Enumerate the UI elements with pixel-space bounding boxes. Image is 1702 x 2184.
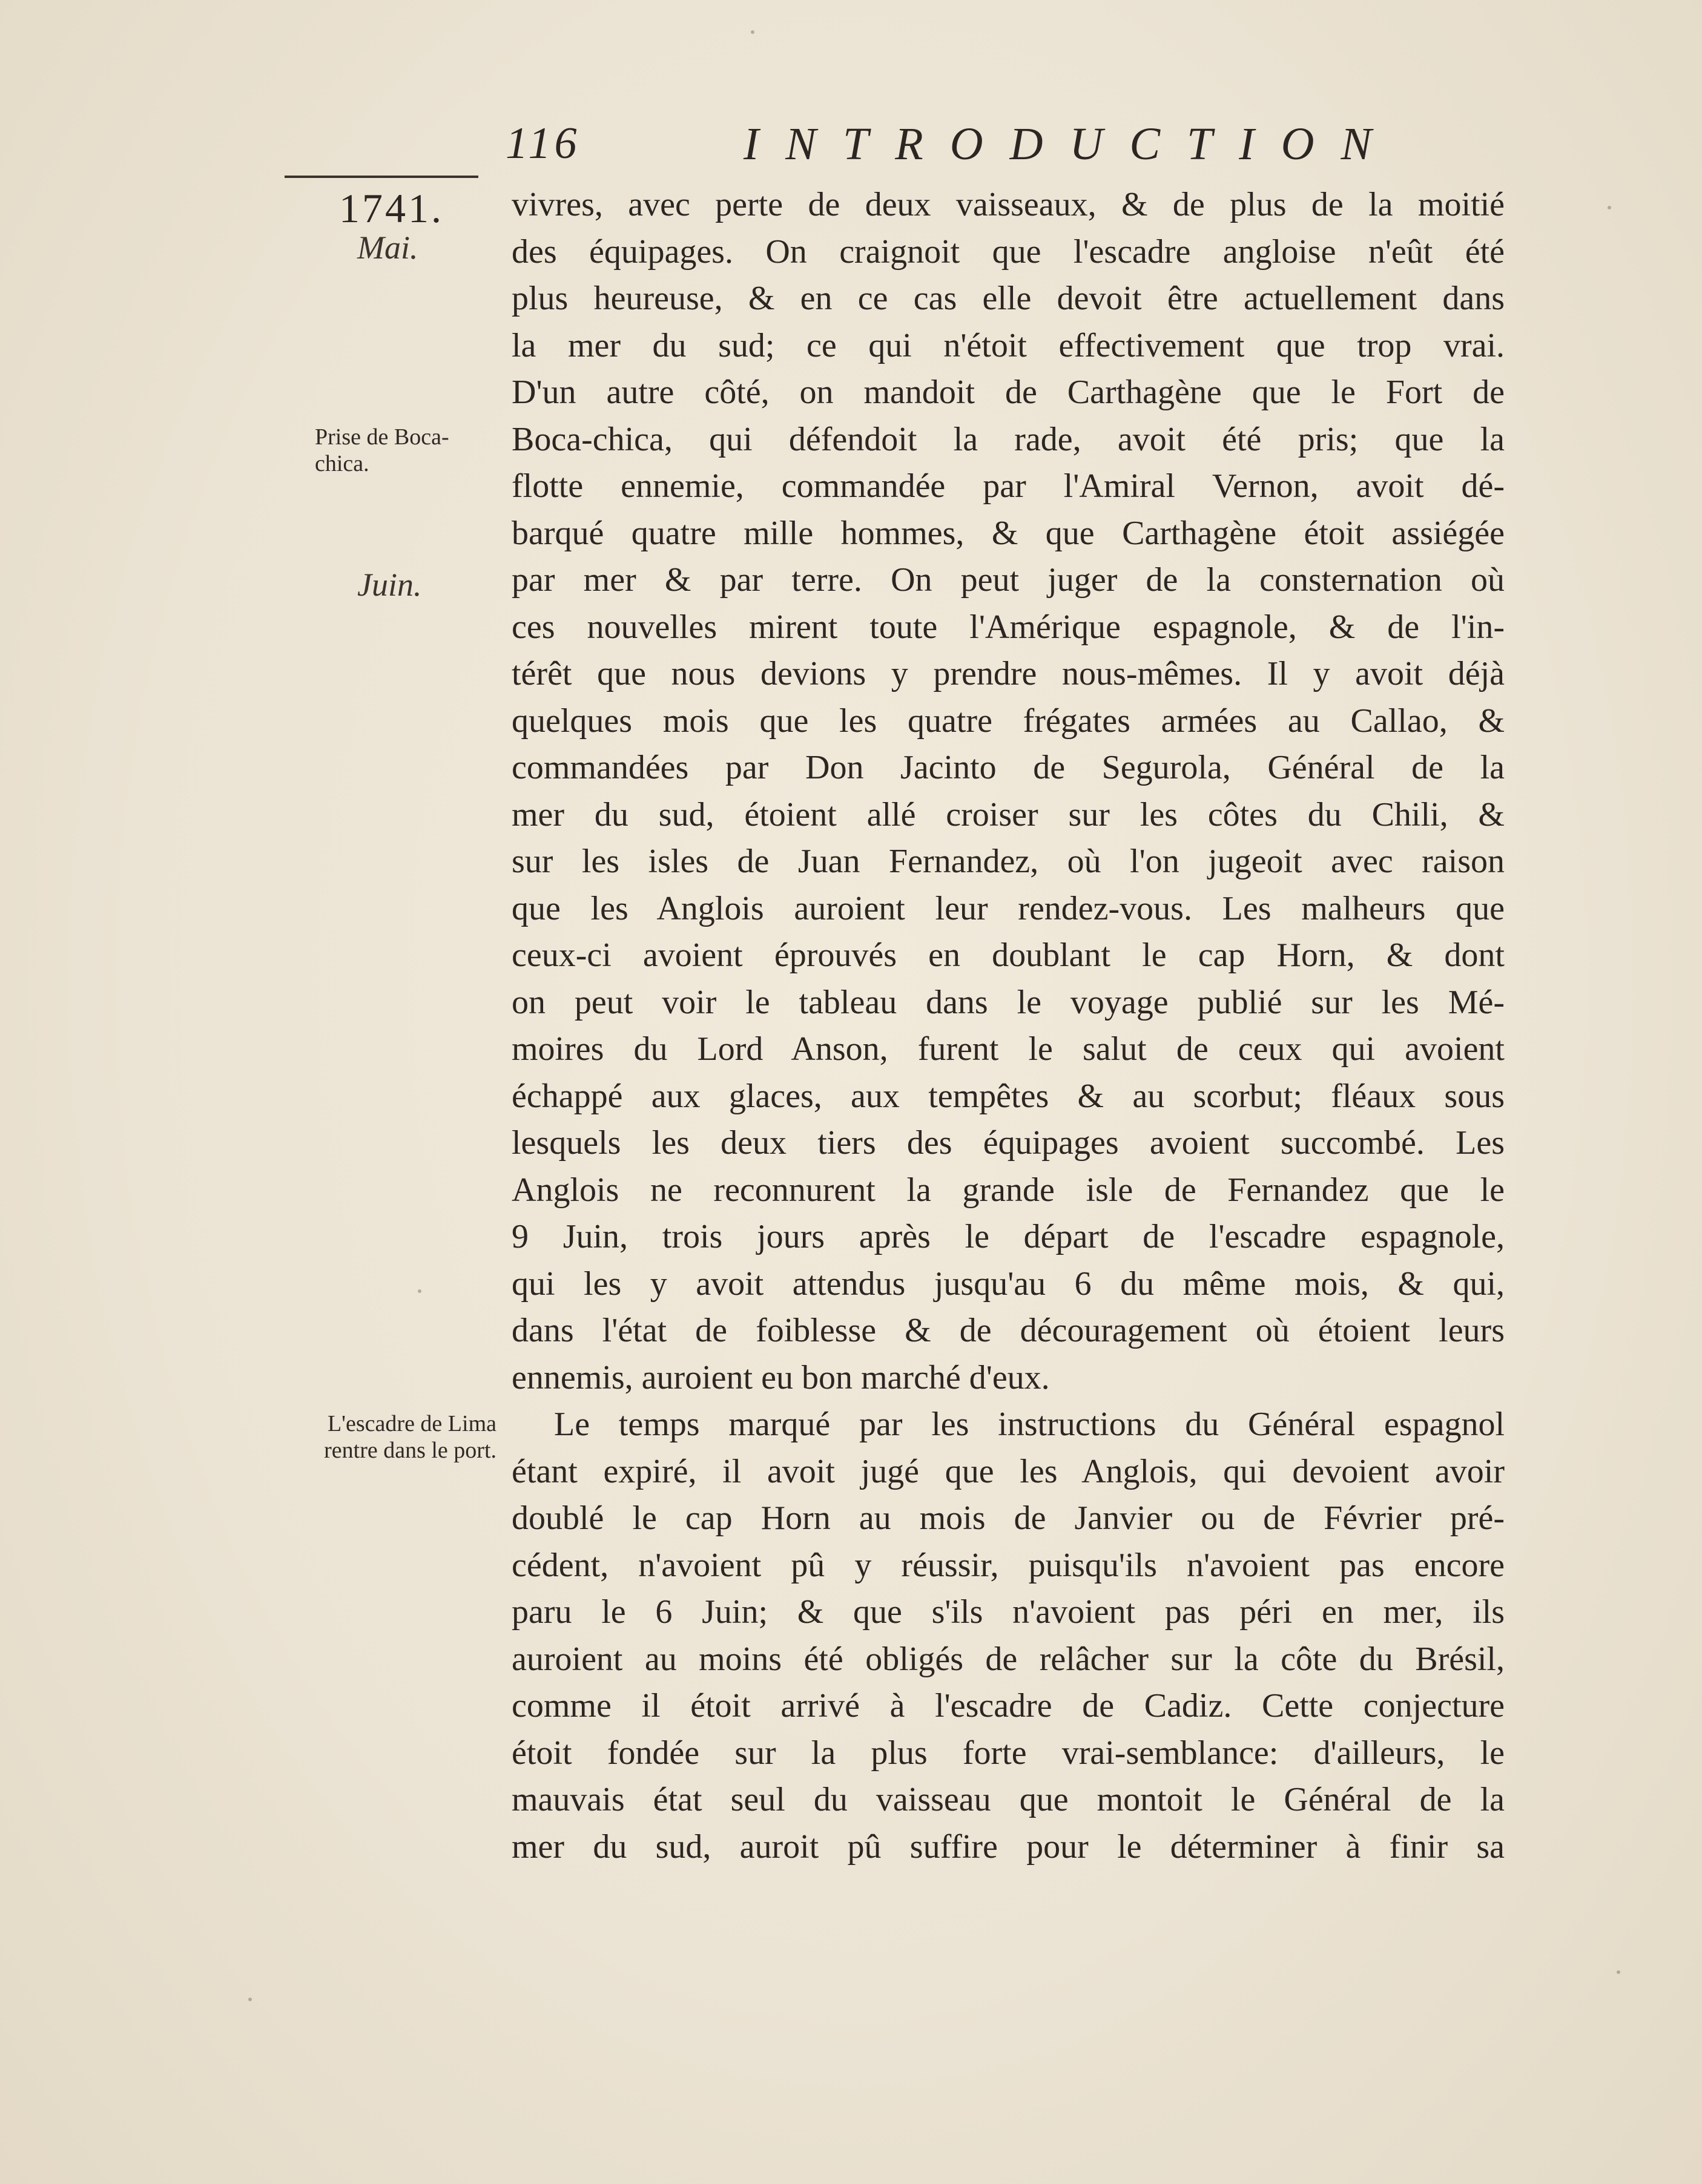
text-line: mer du sud, auroit pû suffire pour le déterminer à finir sa [512, 1827, 1505, 1866]
text-line: la mer du sud; ce qui n'étoit effectivement que trop vrai. [512, 326, 1505, 364]
text-line: D'un autre côté, on mandoit de Carthagène que le Fort de [512, 373, 1505, 411]
text-line: flotte ennemie, commandée par l'Amiral Vernon, avoit dé- [512, 467, 1505, 505]
text-line: 9 Juin, trois jours après le départ de l'escadre espagnole, [512, 1218, 1505, 1255]
text-line: Boca-chica, qui défendoit la rade, avoit été pris; que la [512, 420, 1505, 458]
text-line: ceux-ci avoient éprouvés en doublant le cap Horn, & dont [512, 936, 1505, 974]
text-line: mer du sud, étoient allé croiser sur les côtes du Chili, & [512, 795, 1505, 834]
text-line: étant expiré, il avoit jugé que les Anglois, qui devoient avoir [512, 1452, 1505, 1490]
paper-speck [1617, 1970, 1620, 1974]
text-line: ces nouvelles mirent toute l'Amérique espagnole, & de l'in- [512, 608, 1505, 646]
text-line: térêt que nous devions y prendre nous-mêmes. Il y avoit déjà [512, 655, 1505, 692]
text-line: comme il étoit arrivé à l'escadre de Cadiz. Cette conjecture [512, 1687, 1505, 1725]
page-number: 116 [506, 119, 581, 168]
paper-speck [248, 1998, 252, 2001]
text-line: auroient au moins été obligés de relâcher sur la côte du Brésil, [512, 1640, 1505, 1678]
paper-speck [418, 1289, 421, 1293]
text-line: sur les isles de Juan Fernandez, où l'on jugeoit avec raison [512, 843, 1505, 880]
text-line: que les Anglois auroient leur rendez-vous. Les malheurs que [512, 889, 1505, 927]
text-line: on peut voir le tableau dans le voyage publié sur les Mé- [512, 983, 1505, 1021]
text-line: quelques mois que les quatre frégates armées au Callao, & [512, 702, 1505, 740]
paper-speck [751, 30, 754, 34]
margin-note-boca-chica: Prise de Boca-chica. [315, 424, 449, 476]
text-line: échappé aux glaces, aux tempêtes & au scorbut; fléaux sous [512, 1077, 1505, 1115]
margin-month-may: Mai. [357, 229, 418, 266]
margin-rule [285, 176, 478, 178]
text-line: plus heureuse, & en ce cas elle devoit être actuellement dans [512, 280, 1505, 317]
text-line: ennemis, auroient eu bon marché d'eux. [512, 1358, 1050, 1396]
text-line: mauvais état seul du vaisseau que montoit le Général de la [512, 1781, 1505, 1818]
text-line: lesquels les deux tiers des équipages avoient succombé. Les [512, 1124, 1505, 1162]
text-line: qui les y avoit attendus jusqu'au 6 du même mois, & qui, [512, 1265, 1505, 1303]
text-line: paru le 6 Juin; & que s'ils n'avoient pas péri en mer, ils [512, 1593, 1505, 1631]
text-line: moires du Lord Anson, furent le salut de ceux qui avoient [512, 1030, 1505, 1068]
margin-note-lima-squadron: L'escadre de Lima rentre dans le port. [324, 1411, 496, 1463]
text-line: cédent, n'avoient pû y réussir, puisqu'ils n'avoient pas encore [512, 1546, 1505, 1584]
paper-speck [1608, 206, 1611, 209]
text-line: dans l'état de foiblesse & de découragement où étoient leurs [512, 1312, 1505, 1349]
text-line: Le temps marqué par les instructions du Général espagnol [554, 1406, 1505, 1443]
text-line: étoit fondée sur la plus forte vrai-semblance: d'ailleurs, le [512, 1734, 1505, 1772]
margin-month-june: Juin. [357, 567, 422, 603]
text-line: commandées par Don Jacinto de Segurola, Général de la [512, 749, 1505, 786]
page-header [496, 118, 1586, 185]
text-line: barqué quatre mille hommes, & que Carthagène étoit assiégée [512, 514, 1505, 552]
text-line: des équipages. On craignoit que l'escadre angloise n'eût été [512, 232, 1505, 271]
body-text [512, 182, 1505, 1870]
text-line: doublé le cap Horn au mois de Janvier ou de Février pré- [512, 1499, 1505, 1537]
text-line: vivres, avec perte de deux vaisseaux, & de plus de la moitié [512, 186, 1505, 223]
running-title: INTRODUCTION [744, 119, 1399, 169]
margin-year: 1741. [339, 185, 444, 231]
text-line: par mer & par terre. On peut juger de la consternation où [512, 561, 1505, 599]
text-line: Anglois ne reconnurent la grande isle de Fernandez que le [512, 1171, 1505, 1209]
